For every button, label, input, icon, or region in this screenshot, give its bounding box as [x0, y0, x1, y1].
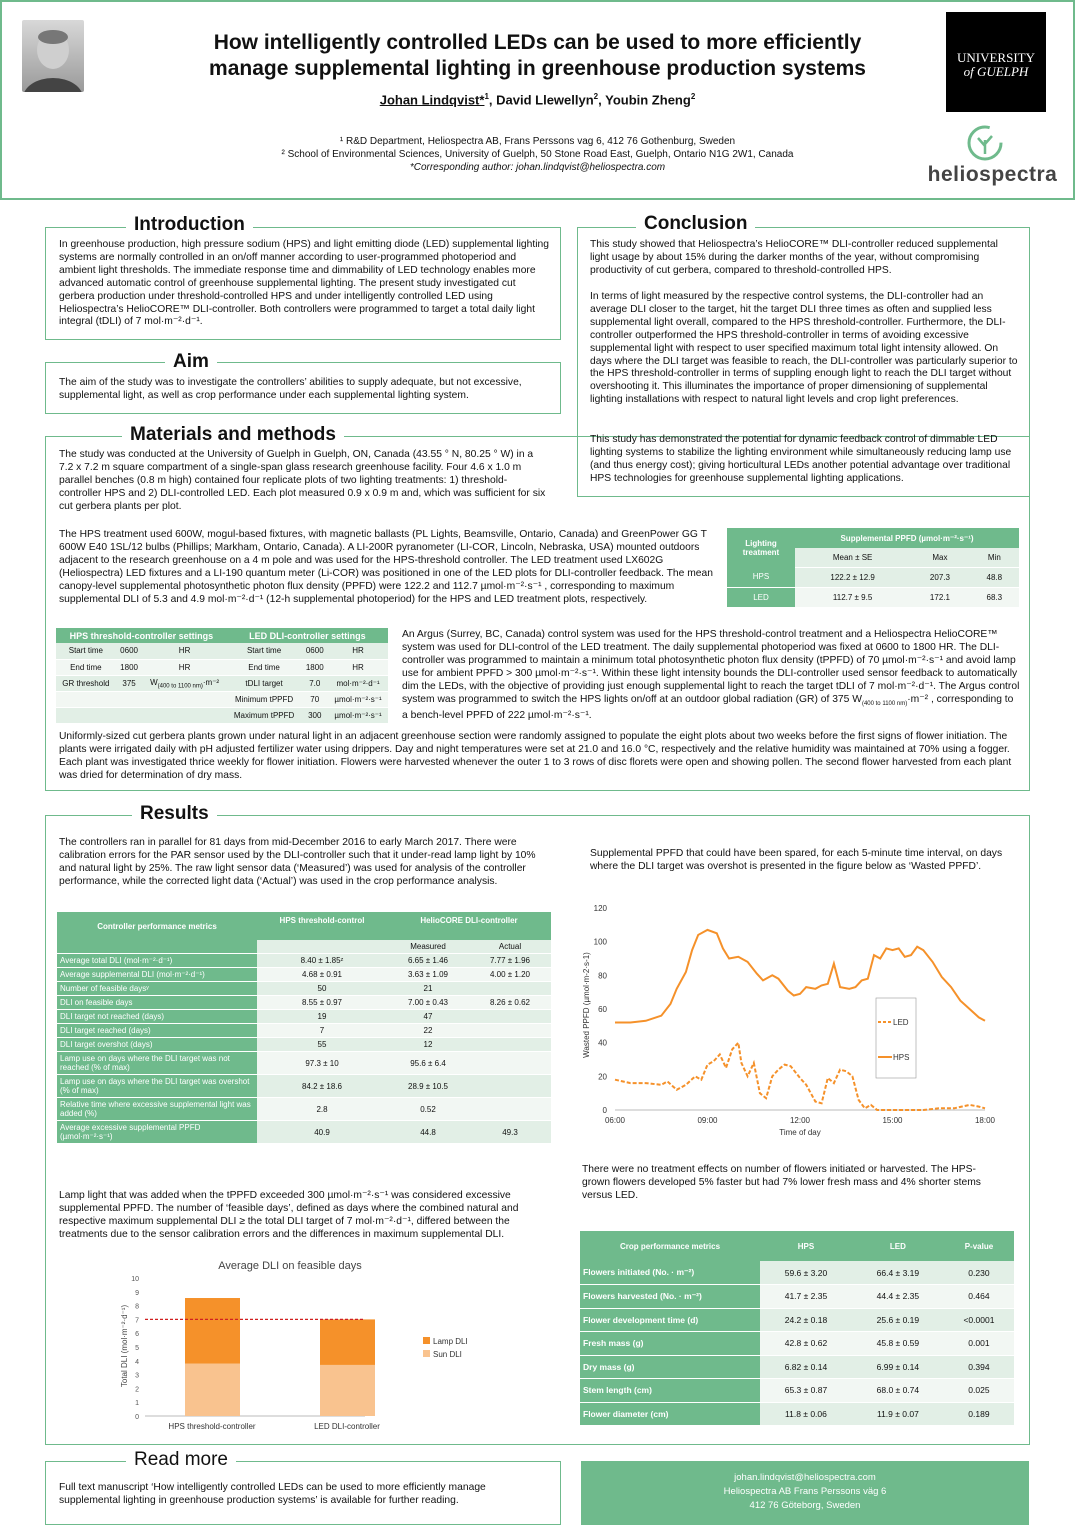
table-cell: 28.9 ± 10.5	[387, 1075, 469, 1098]
y-tick-label: 3	[135, 1372, 139, 1380]
ppfd-cell: 48.8	[970, 567, 1019, 587]
category-label: HPS threshold-controller	[168, 1422, 256, 1431]
y-tick-label: 100	[593, 937, 607, 947]
y-tick-label: 8	[135, 1303, 139, 1311]
y-axis-label: Total DLI (mol·m⁻²·d⁻¹)	[120, 1304, 129, 1388]
conclusion-title: Conclusion	[636, 213, 755, 235]
table-cell: 0.230	[944, 1261, 1014, 1285]
table-row	[57, 968, 551, 982]
table-row	[57, 1038, 551, 1052]
contact-email[interactable]: johan.lindqvist@heliospectra.com	[734, 1472, 876, 1483]
settings-cell: µmol·m⁻²·s⁻¹	[328, 692, 388, 708]
results-para-4: There were no treatment effects on number of flowers initiated or harvested. The HPS-grown flowers developed 5% faster but had 7% lower fresh mass and 4% shorter stems versus LED.	[582, 1164, 981, 1201]
y-axis-label: Wasted PPFD (µmol·m-2·s-1)	[582, 952, 591, 1058]
crop-th: P-value	[944, 1231, 1014, 1261]
y-tick-label: 1	[135, 1400, 139, 1408]
legend-label: Lamp DLI	[433, 1337, 468, 1346]
row-label: DLI target not reached (days)	[57, 1010, 257, 1024]
x-tick-label: 18:00	[974, 1116, 996, 1125]
ppfd-th-treatment: Lighting treatment	[727, 528, 795, 567]
table-cell: 7.77 ± 1.96	[469, 954, 551, 968]
table-cell: 7	[257, 1024, 387, 1038]
x-axis-label: Time of day	[779, 1128, 821, 1137]
ppfd-cell: 68.3	[970, 587, 1019, 607]
settings-cell: µmol·m⁻²·s⁻¹	[328, 708, 388, 724]
table-cell: 0.001	[944, 1332, 1014, 1356]
perf-th: Controller performance metrics	[57, 912, 257, 940]
row-label: DLI target overshot (days)	[57, 1038, 257, 1052]
legend-swatch	[423, 1337, 430, 1344]
settings-table	[56, 628, 388, 724]
settings-cell: 0600	[116, 643, 143, 659]
perf-th: HelioCORE DLI-controller	[387, 912, 551, 940]
x-tick-label: 09:00	[697, 1116, 718, 1125]
table-cell	[469, 1052, 551, 1075]
poster-title-1: How intelligently controlled LEDs can be used to more efficiently	[213, 31, 862, 54]
author-sup: 2	[593, 92, 599, 101]
table-row	[57, 1024, 551, 1038]
settings-cell: Start time	[56, 643, 116, 659]
table-cell: <0.0001	[944, 1308, 1014, 1332]
settings-row	[56, 708, 388, 724]
table-cell: 40.9	[257, 1121, 387, 1144]
settings-cell: HR	[328, 643, 388, 659]
bar-lamp-dli	[320, 1319, 375, 1365]
methods-para-1: The study was conducted at the University of Guelph in Guelph, ON, Canada (43.55 ° N, 80.25 ° W) in a 7.2 x 7.2 m square compartment of a single-span glass research greenhouse facility. Four 4.6 x 1.0 m parallel benches (0.8 m high) contained four replicate plots of two lighting treatments: 1) threshold-controller HPS and 2) DLI-controlled LED. Each plot measured 0.9 x 0.9 m and, which was sufficient for six cut gerbera plants per plot.	[59, 449, 546, 512]
settings-cell: Maximum tPPFD	[227, 708, 302, 724]
table-cell: 0.52	[387, 1098, 469, 1121]
author-3: , Youbin Zheng	[598, 92, 691, 108]
table-row	[580, 1379, 1014, 1403]
bar-sun-dli	[185, 1364, 240, 1416]
y-tick-label: 40	[598, 1038, 607, 1048]
ppfd-col: Mean ± SE	[795, 548, 910, 567]
author-main: Johan Lindqvist*	[379, 92, 485, 108]
contact-address-2: 412 76 Göteborg, Sweden	[749, 1500, 861, 1511]
results-para-2: Lamp light that was added when the tPPFD exceeded 300 µmol·m⁻²·s⁻¹ was considered excessive supplemental PPFD. The number of ‘feasible days’, defined as days where the combined natural and respective maximum supplemental DLI ≥ the total DLI target of 7 mol·m⁻²·d⁻¹, differed between the treatments due to the sensor calibration errors and the differences in maximum supplemental DLI.	[59, 1190, 519, 1240]
ppfd-col: Max	[910, 548, 969, 567]
x-tick-label: 06:00	[604, 1116, 626, 1125]
uni-logo-line1: UNIVERSITY	[957, 50, 1035, 65]
heliospectra-wordmark: heliospectra	[927, 163, 1058, 186]
ppfd-cell: 172.1	[910, 587, 969, 607]
table-cell	[469, 1098, 551, 1121]
table-cell: 8.55 ± 0.97	[257, 996, 387, 1010]
perf-sub: Measured	[387, 940, 469, 954]
row-label: Flower development time (d)	[580, 1308, 760, 1332]
table-cell: 50	[257, 982, 387, 996]
legend-label: Sun DLI	[433, 1350, 462, 1359]
settings-row	[56, 643, 388, 659]
table-row	[57, 1098, 551, 1121]
table-cell: 44.4 ± 2.35	[852, 1285, 944, 1309]
methods-para-3-main: An Argus (Surrey, BC, Canada) control system was used for the HPS threshold-control treatment and a Heliospectra HelioCORE™ system was used for DLI-control of the LED treatment. The daily supplemental photoperiod was fixed at 0600 to 1800 HR. The DLI-controller was programmed to maintain a minimum total photosynthetic photon flux density (tPPFD) of 70 µmol·m⁻²·s⁻¹ and avoid lamp use for ambient PPFD > 300 µmol·m⁻²·s⁻¹. Within these light intensity bounds the DLI-controller used sensor feedback to automatically dim the LEDs, with the objective of providing just enough supplemental light to reach the target tDLI of 7 mol·m⁻²·d⁻¹. The Argus control system was programmed to switch the HPS lights on/off at an outdoor global radiation (GR) of 375 W	[402, 629, 1020, 705]
table-cell: 47	[387, 1010, 469, 1024]
heliospectra-logo-icon	[966, 124, 1004, 167]
aim-title: Aim	[165, 351, 217, 373]
legend-swatch	[423, 1350, 430, 1357]
table-cell	[469, 1075, 551, 1098]
conclusion-para-2: In terms of light measured by the respective control systems, the DLI-controller had an average DLI closer to the target, hit the target DLI three times as often and supplied less supplemental light overall, compared to the HPS threshold-controller. Furthermore, the DLI-controller outperformed the HPS threshold-controller in terms of avoiding excessive supplemental light with respect to user specified maximum total light intensity allowed. On days where the DLI target was feasible to reach, the DLI-controller was particularly superior to the HPS threshold-controller in terms of suppling enough light to reach the DLI target without overshooting it. This illuminates the importance of proper dimensioning of supplemental lighting installations with respect to natural light levels and crop light preferences.	[590, 291, 1018, 406]
table-cell: 0.189	[944, 1402, 1014, 1426]
table-cell: 6.99 ± 0.14	[852, 1355, 944, 1379]
settings-cell	[142, 675, 226, 692]
row-label: DLI target reached (days)	[57, 1024, 257, 1038]
table-cell: 11.8 ± 0.06	[760, 1402, 852, 1426]
legend-label: HPS	[893, 1053, 910, 1062]
contact-address-1: Heliospectra AB Frans Perssons väg 6	[723, 1486, 887, 1497]
y-tick-label: 9	[135, 1289, 139, 1297]
table-cell: 0.025	[944, 1379, 1014, 1403]
table-cell: 6.82 ± 0.14	[760, 1355, 852, 1379]
table-cell	[469, 982, 551, 996]
conclusion-para-3: This study has demonstrated the potential for dynamic feedback control of dimmable LED lighting systems to stabilize the lighting environment while simultaneously reducing lamp use (and thus energy cost); giving horticultural LEDs another potential advantage over traditional HPS technologies for greenhouse supplemental lighting applications.	[590, 434, 1012, 484]
settings-cell	[56, 708, 116, 724]
table-cell	[469, 1010, 551, 1024]
row-label: Lamp use on days where the DLI target was not reached (% of max)	[57, 1052, 257, 1075]
category-label: LED DLI-controller	[314, 1422, 380, 1431]
settings-cell	[142, 708, 226, 724]
settings-th-led: LED DLI-controller settings	[227, 628, 388, 643]
methods-para-2: The HPS treatment used 600W, mogul-based fixtures, with magnetic ballasts (PL Lights, Beamsville, Ontario, Canada) and GreenPower GG T 600W E40 1SL/12 bulbs (Phillips; Markham, Ontario, Canada). A LI-200R pyranometer (LI-COR, Lincoln, Nebraska, USA) mounted outdoors adjacent to the research greenhouse on a 4 m pole and was used for the HPS-threshold controller. The LED treatment used LX602G (Heliospectra) LED fixtures and a LI-190 quantum meter (Li-COR) was positioned in one of the LED plots for DLI-controller feedback. The mean canopy-level supplemental photosynthetic photon flux density (PPFD) were 122.2 and 112.7 µmol·m⁻²·s⁻¹ , corresponding to maximum supplemental DLI of 5.3 and 4.9 mol·m⁻²·d⁻¹ (12-h supplemental photoperiod) for the HPS and LED treatment plots, respectively.	[59, 529, 713, 605]
ppfd-row-label: HPS	[727, 567, 795, 587]
table-cell: 0.394	[944, 1355, 1014, 1379]
y-tick-label: 4	[135, 1358, 139, 1366]
chart-title: Average DLI on feasible days	[218, 1260, 362, 1272]
table-cell: 97.3 ± 10	[257, 1052, 387, 1075]
table-row	[580, 1355, 1014, 1379]
y-tick-label: 6	[135, 1331, 139, 1339]
table-cell: 42.8 ± 0.62	[760, 1332, 852, 1356]
methods-title: Materials and methods	[122, 424, 344, 446]
settings-cell: 375	[116, 675, 143, 692]
table-row	[580, 1308, 1014, 1332]
settings-cell: End time	[56, 659, 116, 675]
table-row	[580, 1261, 1014, 1285]
settings-cell: HR	[142, 643, 226, 659]
legend-label: LED	[893, 1018, 909, 1027]
bar-sun-dli	[320, 1365, 375, 1416]
table-cell: 68.0 ± 0.74	[852, 1379, 944, 1403]
y-tick-label: 0	[602, 1106, 607, 1115]
y-tick-label: 10	[131, 1276, 139, 1283]
y-tick-label: 0	[135, 1414, 139, 1421]
table-cell: 4.00 ± 1.20	[469, 968, 551, 982]
conclusion-para-1: This study showed that Heliospectra’s HelioCORE™ DLI-controller reduced supplemental light usage by about 15% during the darker months of the year, without compromising productivity of cut gerbera, compared to threshold-controlled HPS.	[590, 239, 998, 276]
ppfd-table	[727, 528, 1019, 608]
settings-cell	[56, 692, 116, 708]
crop-th: HPS	[760, 1231, 852, 1261]
wasted-ppfd-line-chart	[578, 900, 1018, 1140]
table-cell: 12	[387, 1038, 469, 1052]
corresponding-author: *Corresponding author: johan.lindqvist@heliospectra.com	[409, 162, 666, 173]
table-cell: 65.3 ± 0.87	[760, 1379, 852, 1403]
table-cell: 55	[257, 1038, 387, 1052]
settings-cell: HR	[142, 659, 226, 675]
table-cell	[469, 1038, 551, 1052]
ppfd-cell: 112.7 ± 9.5	[795, 587, 910, 607]
table-cell: 84.2 ± 18.6	[257, 1075, 387, 1098]
table-cell: 59.6 ± 3.20	[760, 1261, 852, 1285]
table-cell: 49.3	[469, 1121, 551, 1144]
settings-cell	[116, 692, 143, 708]
row-label: Dry mass (g)	[580, 1355, 760, 1379]
poster-title-2: manage supplemental lighting in greenhouse production systems	[209, 57, 866, 80]
results-para-1: The controllers ran in parallel for 81 days from mid-December 2016 to early March 2017. There were calibration errors for the PAR sensor used by the DLI-controller such that it under-read lamp light by 10% and natural light by 25%. The raw light sensor data (‘Measured’) was used for analysis of the controller performance, while the corrected light data (‘Actual’) was used in the crop performance analysis.	[59, 837, 536, 887]
perf-sub: Actual	[469, 940, 551, 954]
settings-row	[56, 659, 388, 675]
x-tick-label: 12:00	[789, 1116, 811, 1125]
table-cell: 44.8	[387, 1121, 469, 1144]
row-label: Relative time where excessive supplemental light was added (%)	[57, 1098, 257, 1121]
affiliation-1: ¹ R&D Department, Heliospectra AB, Frans Perssons vag 6, 412 76 Gothenburg, Sweden	[339, 136, 736, 147]
settings-cell: 1800	[301, 659, 328, 675]
y-tick-label: 60	[598, 1005, 607, 1014]
intro-title: Introduction	[126, 214, 253, 236]
methods-para-4: Uniformly-sized cut gerbera plants grown under natural light in an adjacent greenhouse section were randomly assigned to populate the eight plots about two weeks before the first signs of flower initiation. The plants were irrigated daily with pH adjusted fertilizer water using drippers. Day and night temperatures were set at 21.0 and 16.0 °C, respectively and the relative humidity was maintained at 70% using a fogger. Each plant was investigated thrice weekly for flower initiation. Flowers were harvested whenever the outer 1 to 3 rows of disc florets were open and showing pollen. The second flower harvested from each plant was dried for determination of dry mass.	[59, 731, 1012, 781]
settings-cell: 1800	[116, 659, 143, 675]
row-label: Flowers initiated (No. · m⁻²)	[580, 1261, 760, 1285]
crop-th: LED	[852, 1231, 944, 1261]
table-cell	[469, 1024, 551, 1038]
table-cell: 8.26 ± 0.62	[469, 996, 551, 1010]
table-row	[57, 1052, 551, 1075]
row-label: Stem length (cm)	[580, 1379, 760, 1403]
methods-para-3-end: ·m⁻² , corresponding to a bench-level PPFD of 222 µmol·m⁻²·s⁻¹.	[402, 693, 1014, 722]
y-tick-label: 80	[598, 971, 607, 981]
x-tick-label: 15:00	[882, 1116, 903, 1125]
ppfd-row-label: LED	[727, 587, 795, 607]
table-row	[580, 1285, 1014, 1309]
intro-text: In greenhouse production, high pressure sodium (HPS) and light emitting diode (LED) supplemental lighting systems are normally controlled in an on/off manner according to user-programmed photoperiod and ambient light thresholds. The immediate response time and dimmability of LED technology enables more advanced automatic control of greenhouse supplemental lighting. The present study investigated cut gerbera production under threshold-controlled HPS and under intelligently controlled LED using Heliospectra’s HelioCORE™ DLI-controller. Both controllers were programmed to target a total daily light integral (tDLI) of 7 mol·m⁻²·d⁻¹.	[59, 239, 549, 328]
y-tick-label: 120	[593, 904, 607, 913]
table-cell: 3.63 ± 1.09	[387, 968, 469, 982]
series-led	[615, 1043, 985, 1110]
dli-bar-chart	[115, 1256, 495, 1431]
settings-cell	[142, 692, 226, 708]
table-row	[57, 982, 551, 996]
ppfd-cell: 207.3	[910, 567, 969, 587]
table-row	[580, 1332, 1014, 1356]
settings-unit-sub: (400 to 1100 nm)	[157, 683, 203, 690]
ppfd-col: Min	[970, 548, 1019, 567]
methods-para-3	[402, 629, 1020, 723]
settings-unit-w: W	[150, 677, 158, 687]
crop-performance-table	[580, 1231, 1014, 1426]
author-sup: 2	[690, 92, 696, 101]
table-cell: 11.9 ± 0.07	[852, 1402, 944, 1426]
readmore-title: Read more	[126, 1449, 236, 1471]
ppfd-cell: 122.2 ± 12.9	[795, 567, 910, 587]
table-cell: 8.40 ± 1.85ᶻ	[257, 954, 387, 968]
table-row	[57, 1075, 551, 1098]
authors	[100, 92, 975, 107]
series-hps	[615, 930, 985, 1023]
author-rest: , David Llewellyn	[488, 92, 594, 108]
table-cell: 0.464	[944, 1285, 1014, 1309]
settings-cell: End time	[227, 659, 302, 675]
university-logo	[946, 12, 1046, 112]
uni-logo-line2: of GUELPH	[963, 64, 1029, 79]
ppfd-th-main: Supplemental PPFD (µmol·m⁻²·s⁻¹)	[795, 528, 1019, 548]
row-label: Flowers harvested (No. · m⁻²)	[580, 1285, 760, 1309]
settings-cell: 70	[301, 692, 328, 708]
table-cell: 45.8 ± 0.59	[852, 1332, 944, 1356]
row-label: Lamp use on days where the DLI target was overshot (% of max)	[57, 1075, 257, 1098]
settings-unit: ·m⁻²	[202, 677, 220, 687]
y-tick-label: 5	[135, 1345, 139, 1352]
table-row	[57, 996, 551, 1010]
settings-th-hps: HPS threshold-controller settings	[56, 628, 227, 643]
row-label: Average total DLI (mol·m⁻²·d⁻¹)	[57, 954, 257, 968]
table-cell: 95.6 ± 6.4	[387, 1052, 469, 1075]
table-cell: 22	[387, 1024, 469, 1038]
row-label: Fresh mass (g)	[580, 1332, 760, 1356]
table-cell: 24.2 ± 0.18	[760, 1308, 852, 1332]
contact-box	[581, 1461, 1029, 1525]
legend-box	[876, 998, 916, 1078]
table-cell: 7.00 ± 0.43	[387, 996, 469, 1010]
settings-cell: GR threshold	[56, 675, 116, 692]
y-tick-label: 2	[135, 1386, 139, 1394]
settings-cell: Start time	[227, 643, 302, 659]
table-row	[580, 1402, 1014, 1426]
row-label: Flower diameter (cm)	[580, 1402, 760, 1426]
settings-row	[56, 692, 388, 708]
settings-cell: 0600	[301, 643, 328, 659]
results-para-3: Supplemental PPFD that could have been spared, for each 5-minute time interval, on days where the DLI target was overshot is presented in the figure below as ‘Wasted PPFD’.	[590, 848, 1003, 872]
author-sup: 1	[484, 92, 489, 101]
settings-cell: HR	[328, 659, 388, 675]
settings-cell: 7.0	[301, 675, 328, 692]
table-cell: 25.6 ± 0.19	[852, 1308, 944, 1332]
author-photo	[22, 20, 84, 92]
settings-cell: Minimum tPPFD	[227, 692, 302, 708]
y-tick-label: 20	[598, 1072, 607, 1082]
settings-cell: 300	[301, 708, 328, 724]
readmore-text: Full text manuscript ‘How intelligently controlled LEDs can be used to more efficiently manage supplemental lighting in greenhouse production systems’ is available for further reading.	[59, 1482, 486, 1506]
results-title: Results	[132, 803, 217, 825]
y-tick-label: 7	[135, 1317, 139, 1325]
aim-text: The aim of the study was to investigate the controllers’ abilities to supply adequate, but not excessive, supplemental light, as well as crop performance under each supplemental lighting system.	[59, 377, 522, 401]
table-cell: 19	[257, 1010, 387, 1024]
perf-th: HPS threshold-control	[257, 912, 387, 940]
settings-cell: tDLI target	[227, 675, 302, 692]
row-label: Average excessive supplemental PPFD (µmol·m⁻²·s⁻¹)	[57, 1121, 257, 1144]
row-label: Number of feasible daysʸ	[57, 982, 257, 996]
table-cell: 21	[387, 982, 469, 996]
table-cell: 4.68 ± 0.91	[257, 968, 387, 982]
row-label: DLI on feasible days	[57, 996, 257, 1010]
settings-cell	[116, 708, 143, 724]
settings-cell: mol·m⁻²·d⁻¹	[328, 675, 388, 692]
settings-row	[56, 675, 388, 692]
affiliation-2: ² School of Environmental Sciences, University of Guelph, 50 Stone Road East, Guelph, Ontario N1G 2W1, Canada	[281, 149, 794, 160]
table-cell: 2.8	[257, 1098, 387, 1121]
table-row	[57, 1010, 551, 1024]
table-row	[57, 954, 551, 968]
table-cell: 66.4 ± 3.19	[852, 1261, 944, 1285]
bar-lamp-dli	[185, 1298, 240, 1364]
table-row	[57, 1121, 551, 1144]
row-label: Average supplemental DLI (mol·m⁻²·d⁻¹)	[57, 968, 257, 982]
controller-performance-table	[57, 912, 551, 1144]
methods-para-3-sub: (400 to 1100 nm)	[861, 700, 908, 707]
crop-th: Crop performance metrics	[580, 1231, 760, 1261]
table-cell: 41.7 ± 2.35	[760, 1285, 852, 1309]
table-cell: 6.65 ± 1.46	[387, 954, 469, 968]
